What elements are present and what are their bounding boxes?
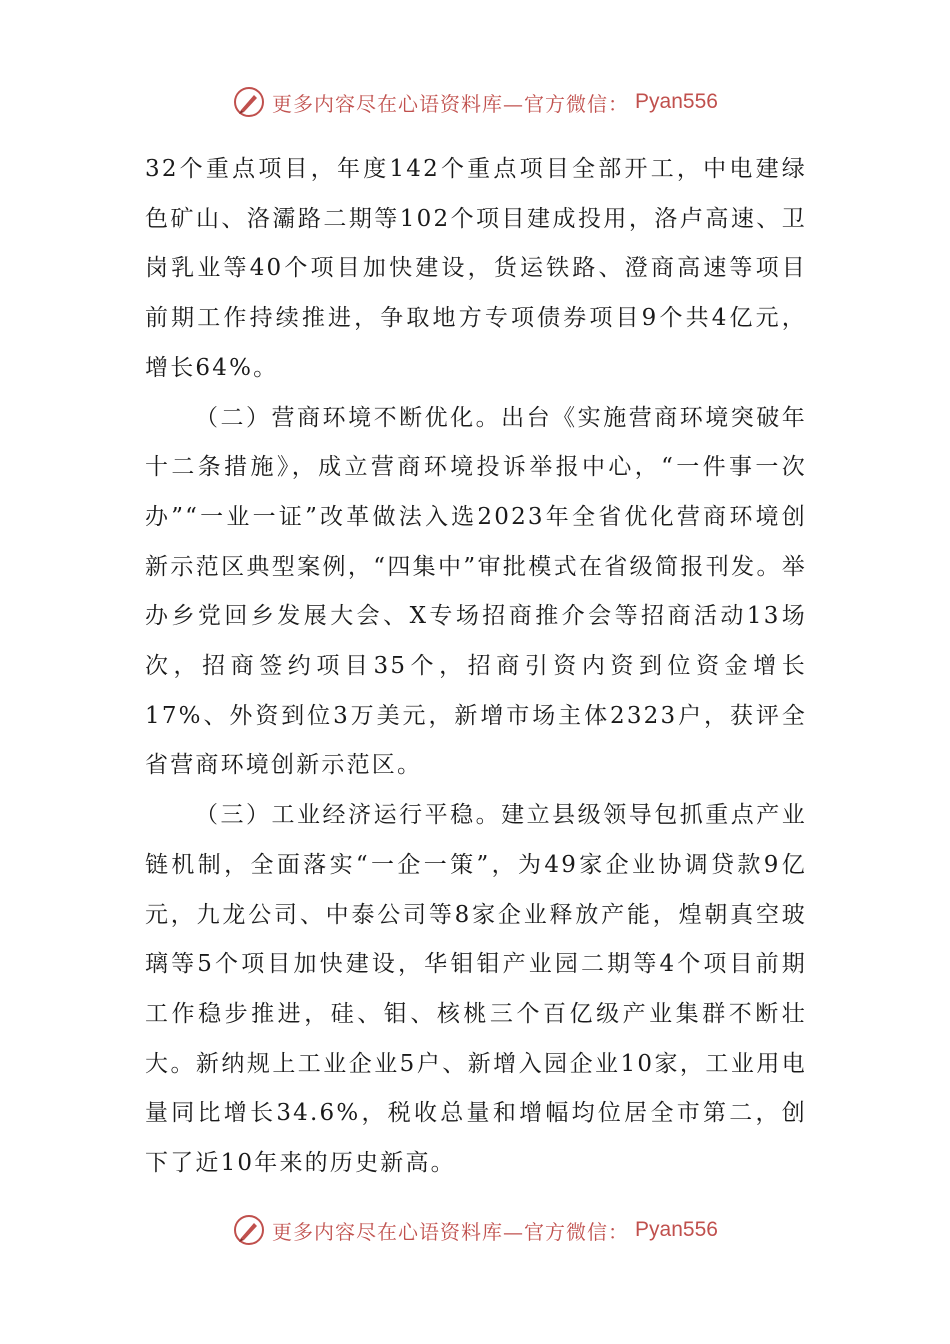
header-watermark bbox=[0, 82, 950, 122]
paragraph-2: （二）营商环境不断优化。出台《实施营商环境突破年十二条措施》，成立营商环境投诉举报中心，“一件事一次办”“一业一证”改革做法入选2023年全省优化营商环境创新示范区典型案例，“四集中”审批模式在省级简报刊发。举办乡党回乡发展大会、X专场招商推介会等招商活动13场次，招商签约项目35个，招商引资内资到位资金增长17%、外资到位3万美元，新增市场主体2323户，获评全省营商环境创新示范区。 bbox=[145, 404, 807, 779]
watermark-text: 更多内容尽在心语资料库—官方微信： bbox=[272, 1219, 630, 1244]
paragraph-3: （三）工业经济运行平稳。建立县级领导包抓重点产业链机制，全面落实“一企一策”，为49家企业协调贷款9亿元，九龙公司、中泰公司等8家企业释放产能，煌朝真空玻璃等5个项目加快建设，华钼钼产业园二期等4个项目前期工作稳步推进，硅、钼、核桃三个百亿级产业集群不断壮大。新纳规上工业企业5户、新增入园企业10家，工业用电量同比增长34.6%，税收总量和增幅均位居全市第二，创下了近10年来的历史新高。 bbox=[145, 802, 807, 1177]
document-body bbox=[145, 145, 807, 1189]
pen-logo-icon bbox=[232, 1213, 266, 1247]
footer-watermark bbox=[0, 1210, 950, 1250]
watermark-handle: Pyan556 bbox=[635, 1218, 718, 1241]
pen-logo-icon bbox=[232, 85, 266, 119]
watermark-text: 更多内容尽在心语资料库—官方微信： bbox=[272, 91, 630, 116]
paragraph-1: 32个重点项目，年度142个重点项目全部开工，中电建绿色矿山、洛灞路二期等102个项目建成投用，洛卢高速、卫岗乳业等40个项目加快建设，货运铁路、澄商高速等项目前期工作持续推进，争取地方专项债券项目9个共4亿元，增长64%。 bbox=[145, 156, 807, 381]
watermark-handle: Pyan556 bbox=[635, 90, 718, 113]
